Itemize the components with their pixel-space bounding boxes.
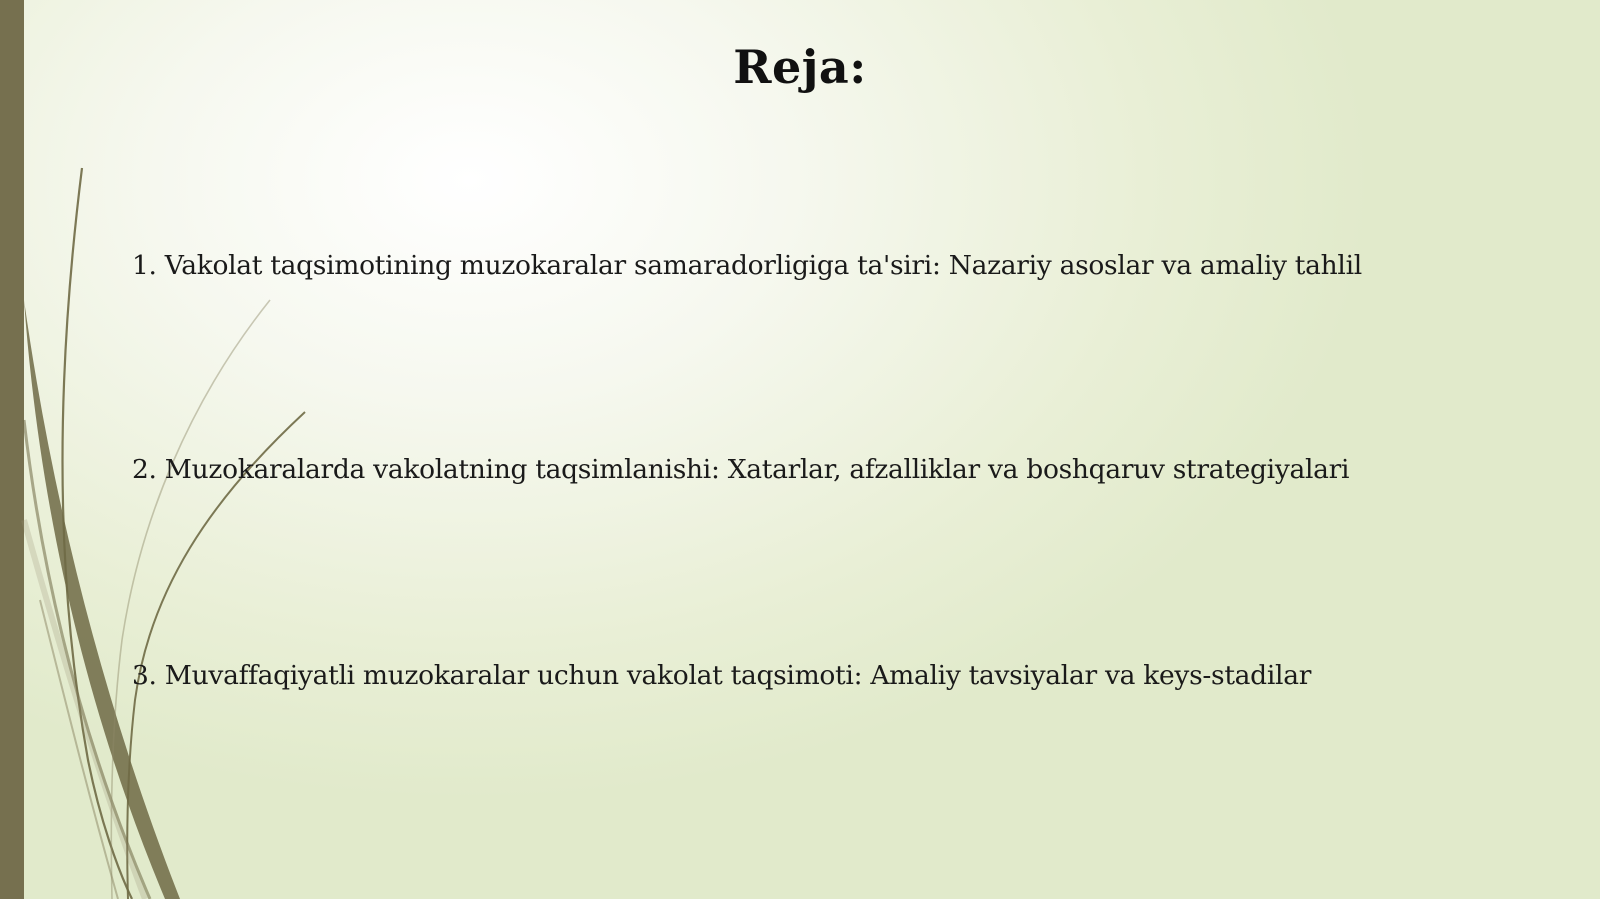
plan-item-1: 1. Vakolat taqsimotining muzokaralar samaradorligiga ta'siri: Nazariy asoslar va amaliy tahlil	[132, 250, 1362, 281]
plan-item-2: 2. Muzokaralarda vakolatning taqsimlanishi: Xatarlar, afzalliklar va boshqaruv strategiyalari	[132, 454, 1350, 485]
plan-item-3: 3. Muvaffaqiyatli muzokaralar uchun vakolat taqsimoti: Amaliy tavsiyalar va keys-stadilar	[132, 660, 1312, 691]
slide-title: Reja:	[733, 40, 867, 94]
grass-decoration	[0, 0, 340, 899]
